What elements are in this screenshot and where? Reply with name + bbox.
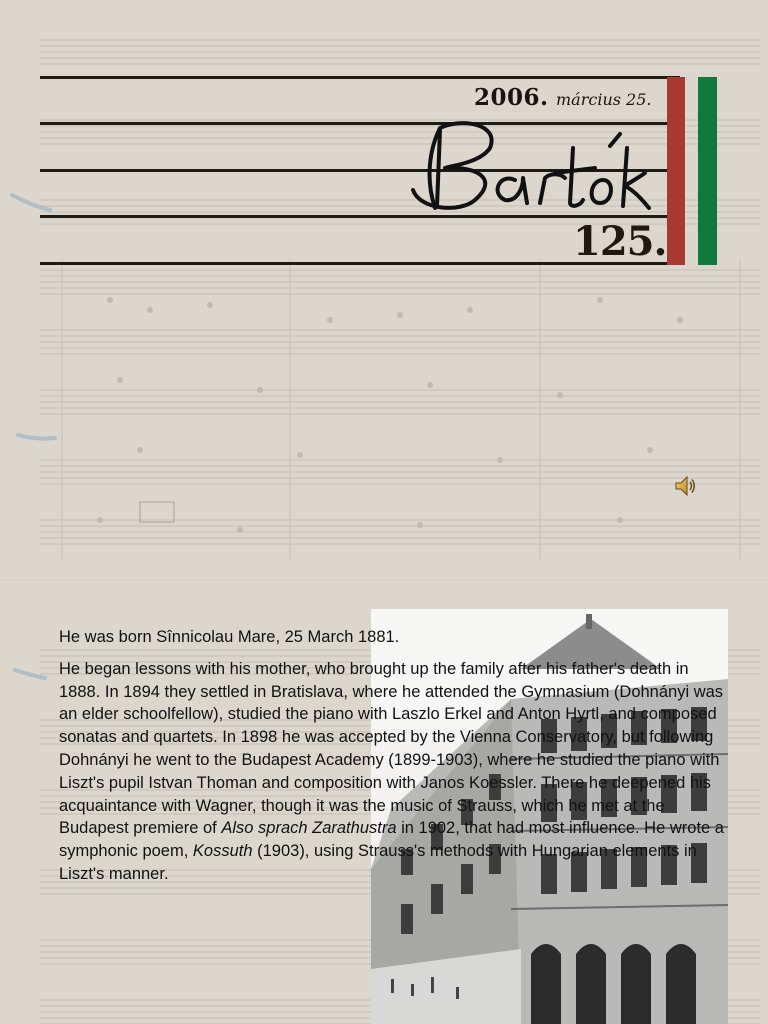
bio-text-3: (1903), using Strauss's methods with Hungarian elements in Liszt's manner.: [59, 842, 697, 883]
date-year: 2006.: [474, 84, 549, 111]
work-title-zarathustra: Also sprach Zarathustra: [221, 819, 397, 838]
anniversary-number: 125.: [573, 218, 667, 265]
staff-line-1: [40, 76, 680, 79]
bartok-signature: [405, 118, 655, 218]
biography: [59, 626, 727, 894]
speaker-icon[interactable]: [673, 474, 697, 498]
work-title-kossuth: Kossuth: [192, 842, 253, 861]
date-month: március 25.: [556, 90, 652, 109]
flag-stripe-green: [698, 77, 717, 265]
birth-line: He was born Sînnicolau Mare, 25 March 1881.: [59, 628, 400, 646]
bio-text-1: He began lessons with his mother, who brought up the family after his father's death in 1888. In 1894 they settled in Bratislava, where he attended the Gymnasium (Dohnányi was an elder schoolfellow), studied the piano with Laszlo Erkel and Anton Hyrtl, and composed sonatas and quartets. In 1898 he was accepted by the Vienna Conservatory, but following Dohnányi he went to the Budapest Academy (1899-1903), where he studied the piano with Liszt's pupil Istvan Thoman and composition with Janos Koessler. There he deepened his acquaintance with Wagner, though it was the music of Strauss, which he met at the Budapest premiere of: [59, 659, 724, 838]
bio-text-2: in 1902, that had most influence. He wrote a symphonic poem,: [59, 819, 724, 861]
flag-stripe-red: [667, 77, 685, 265]
biography-paragraph: [59, 658, 727, 886]
